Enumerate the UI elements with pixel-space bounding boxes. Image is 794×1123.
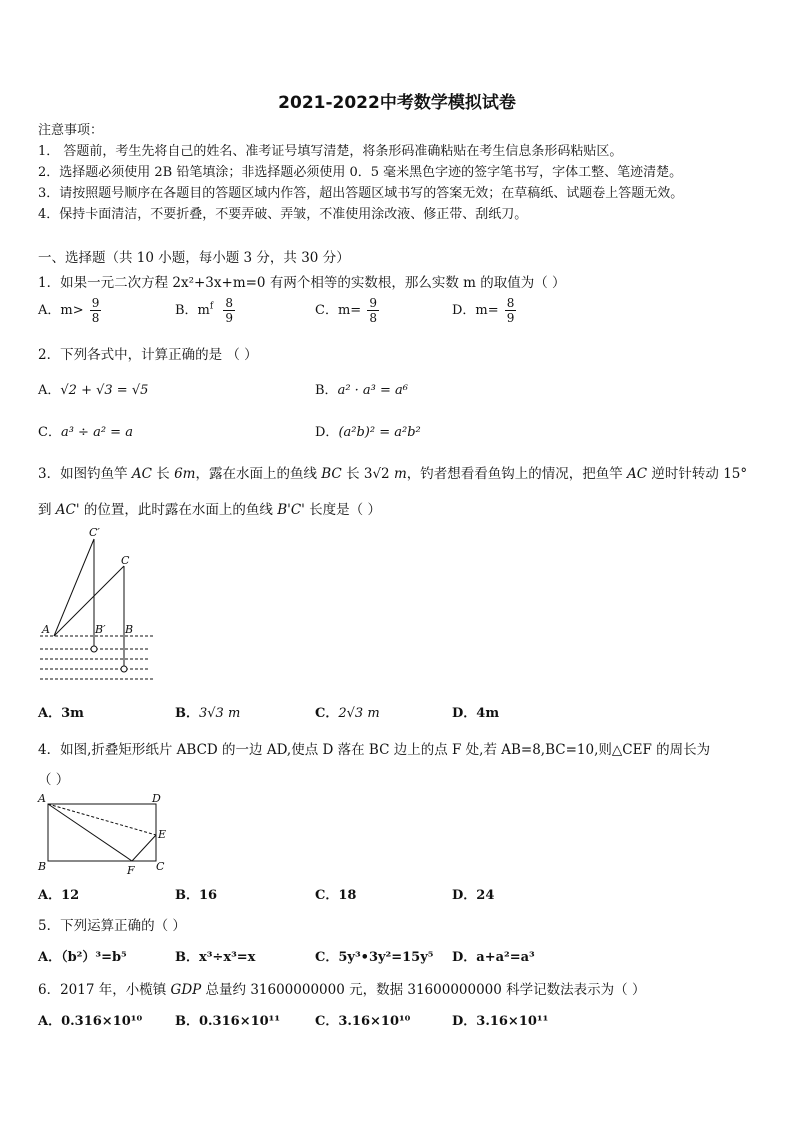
question-1-option-a [38, 296, 101, 325]
option-expression: (a²b)² = a²b² [338, 425, 421, 440]
label-b: B [38, 860, 47, 873]
notice-item-3: 3．请按照题号顺序在各题目的答题区域内作答，超出答题区域书写的答案无效；在草稿纸、试题卷上答题无效。 [38, 186, 684, 201]
stem-var: AC' [55, 502, 80, 518]
question-3-option-b [175, 702, 240, 721]
stem-var: 6m [174, 466, 196, 482]
option-expression: a² · a³ = a⁶ [337, 383, 409, 398]
question-5-option-a: A．（b²）³=b⁵ [38, 950, 127, 965]
question-1-stem: 1．如果一元二次方程 2x²+3x+m=0 有两个相等的实数根，那么实数 m 的取值为（ ） [38, 275, 566, 291]
stem-text: 3．如图钓鱼竿 [38, 466, 132, 482]
stem-var: AC [627, 466, 648, 482]
denominator: 9 [225, 311, 234, 325]
question-3-option-d: D．4m [452, 706, 500, 721]
numerator: 8 [506, 296, 515, 310]
option-label: A． [38, 383, 61, 398]
question-3-stem-line-1 [38, 462, 747, 482]
question-2-stem: 2．下列各式中，计算正确的是 （ ） [38, 347, 258, 363]
label-f: F [127, 864, 135, 877]
label-c: C [121, 554, 130, 567]
option-label: B．m [175, 303, 210, 318]
hook-b [121, 666, 127, 672]
option-label: C．m= [315, 303, 362, 318]
label-a: A [42, 623, 50, 636]
question-5-option-c: C．5y³•3y²=15y⁵ [315, 950, 434, 965]
stem-text: 长度是（ ） [304, 502, 381, 518]
label-a: A [38, 792, 46, 805]
question-6-option-c: C．3.16×10¹⁰ [315, 1014, 411, 1029]
label-c: C [156, 860, 165, 873]
rod-ac [54, 566, 124, 636]
fraction [367, 296, 379, 325]
question-3-option-c [315, 702, 380, 721]
question-4-stem-line-2: （ ） [38, 772, 70, 788]
question-4-option-a: A．12 [38, 888, 80, 903]
question-3-option-a: A．3m [38, 706, 84, 721]
notice-item-1: 1． 答题前，考生先将自己的姓名、准考证号填写清楚，将条形码准确粘贴在考生信息条形码粘贴区。 [38, 144, 623, 159]
fraction [90, 296, 102, 325]
line-af [48, 804, 132, 861]
fishing-rod-figure [36, 524, 166, 684]
option-expression: a³ ÷ a² = a [60, 425, 133, 440]
label-b: B [125, 623, 134, 636]
option-label: B． [175, 706, 199, 721]
option-expression: 3√3 m [199, 706, 241, 721]
question-5-stem: 5．下列运算正确的（ ） [38, 918, 186, 934]
question-1-option-d [452, 296, 516, 325]
question-4-option-c: C．18 [315, 888, 357, 903]
option-label: D． [315, 425, 339, 440]
stem-var: GDP [170, 982, 202, 998]
fraction [223, 296, 235, 325]
label-c-prime: C′ [89, 526, 100, 539]
question-6-option-d: D．3.16×10¹¹ [452, 1014, 549, 1029]
stem-var: m [389, 466, 407, 482]
label-d: D [152, 792, 161, 805]
question-2-option-d [315, 421, 421, 440]
question-6-option-b: B．0.316×10¹¹ [175, 1014, 281, 1029]
question-1-option-c [315, 296, 379, 325]
question-3-stem-line-2 [38, 498, 381, 518]
page-title: 2021-2022中考数学模拟试卷 [278, 93, 516, 113]
stem-text: 6．2017 年，小榄镇 [38, 982, 171, 998]
question-2-option-b [315, 379, 408, 398]
stem-var: BC [321, 466, 342, 482]
notice-heading: 注意事项： [38, 123, 104, 138]
stem-text: 长 [151, 466, 175, 482]
stem-text: ，露在水面上的鱼线 [195, 466, 322, 482]
stem-text: ，钓者想看看鱼钩上的情况，把鱼竿 [406, 466, 628, 482]
question-4-stem-line-1: 4．如图,折叠矩形纸片 ABCD 的一边 AD,使点 D 落在 BC 边上的点 F 处,若 AB=8,BC=10,则△CEF 的周长为 [38, 742, 711, 758]
stem-text: 的位置，此时露在水面上的鱼线 [79, 502, 278, 518]
label-b-prime: B′ [95, 623, 106, 636]
question-4-option-b: B．16 [175, 888, 218, 903]
question-2-option-a [38, 379, 148, 398]
question-4-option-d: D．24 [452, 888, 495, 903]
question-1-option-b [175, 296, 235, 325]
denominator: 8 [91, 311, 100, 325]
option-label: D．m= [452, 303, 499, 318]
stem-text: 到 [38, 502, 56, 518]
fraction [505, 296, 517, 325]
stem-var: AC [131, 466, 152, 482]
notice-item-2: 2．选择题必须使用 2B 铅笔填涂；非选择题必须使用 0．5 毫米黑色字迹的签字笔书写，字体工整、笔迹清楚。 [38, 165, 683, 180]
question-5-option-b: B．x³÷x³=x [175, 950, 256, 965]
rod-ac-prime [54, 539, 94, 636]
option-label: A．m> [38, 303, 84, 318]
option-label: B． [315, 383, 338, 398]
numerator: 8 [225, 296, 234, 310]
numerator: 9 [369, 296, 377, 310]
fold-line-ae [48, 804, 156, 835]
stem-var: B'C' [277, 502, 305, 518]
stem-text: 总量约 31600000000 元，数据 31600000000 科学记数法表示为（ ） [201, 982, 646, 998]
option-symbol: f [209, 301, 214, 312]
stem-text: 长 3 [341, 466, 373, 482]
option-label: C． [38, 425, 61, 440]
option-expression: 2√3 m [338, 706, 380, 721]
option-label: C． [315, 706, 339, 721]
label-e: E [158, 828, 167, 841]
question-6-stem [38, 978, 645, 998]
question-2-option-c [38, 421, 133, 440]
stem-sqrt: √2 [372, 466, 390, 482]
folded-rectangle-figure [36, 792, 176, 876]
denominator: 9 [506, 311, 515, 325]
section-heading: 一、选择题（共 10 小题，每小题 3 分，共 30 分） [38, 250, 350, 266]
numerator: 9 [91, 296, 100, 310]
option-expression: √2 + √3 = √5 [60, 383, 149, 398]
hook-b-prime [91, 646, 97, 652]
denominator: 8 [369, 311, 377, 325]
question-5-option-d: D．a+a²=a³ [452, 950, 535, 965]
stem-text: 逆时针转动 15° [647, 466, 748, 482]
question-6-option-a: A．0.316×10¹⁰ [38, 1014, 143, 1029]
notice-item-4: 4．保持卡面清洁，不要折叠，不要弄破、弄皱，不准使用涂改液、修正带、刮纸刀。 [38, 207, 528, 222]
line-fe [132, 835, 156, 861]
